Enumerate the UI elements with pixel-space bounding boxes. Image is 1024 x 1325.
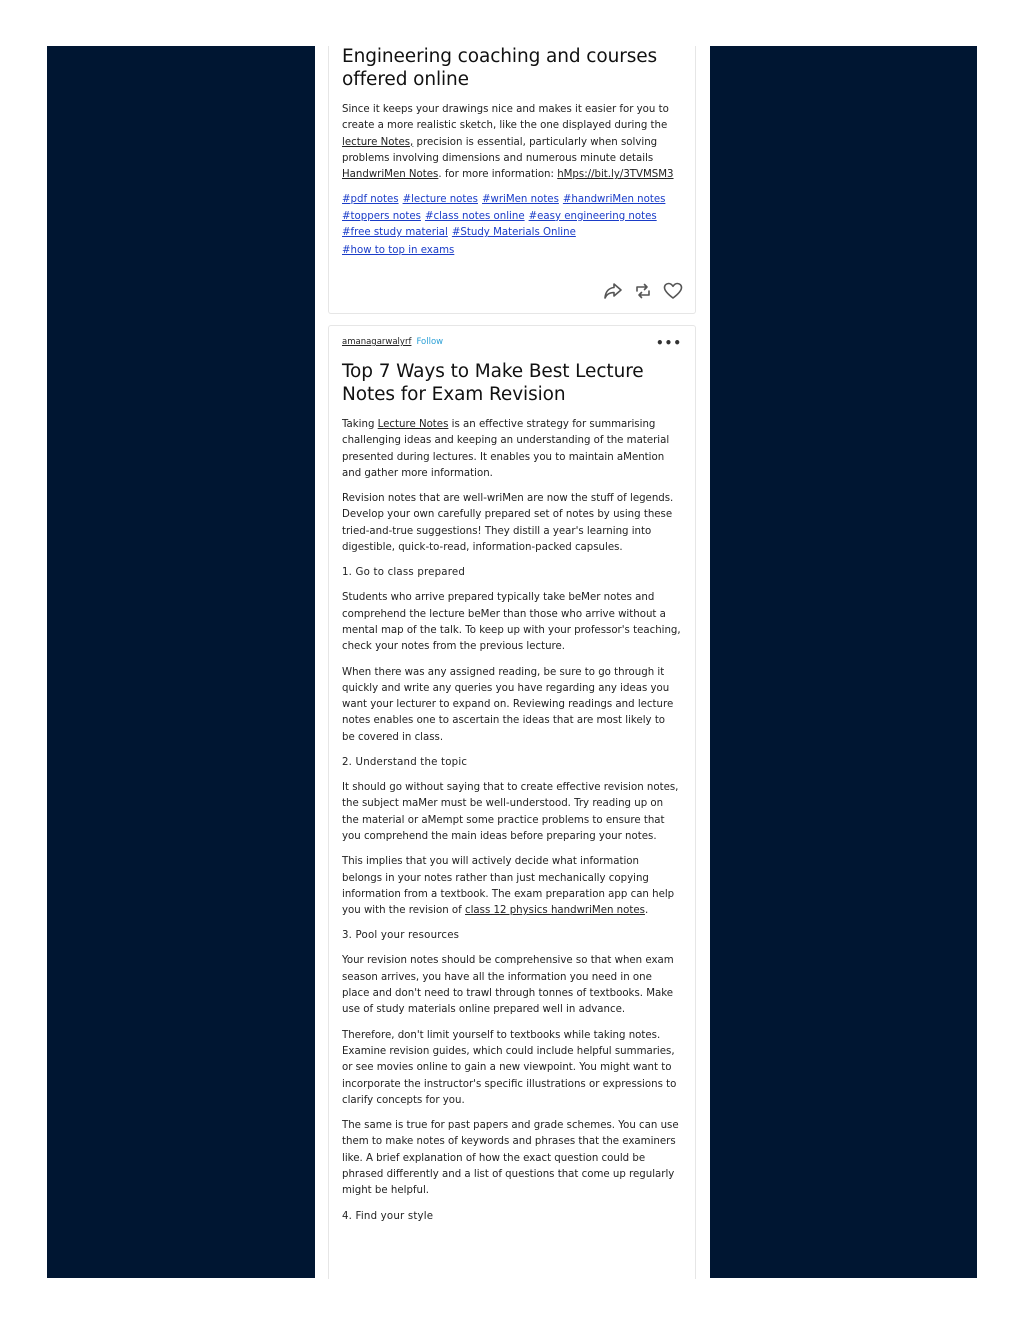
paragraph: Therefore, don't limit yourself to textbooks while taking notes. Examine revision guides, which could include helpful summaries, or see movies online to gain a new viewpoint. You might want to incorporate the instructor's specific illustrations or expressions to clarify concepts for you. xyxy=(342,1029,677,1106)
heart-icon[interactable] xyxy=(663,282,683,300)
tag-link[interactable]: #free study material xyxy=(342,227,448,239)
paragraph: The same is true for past papers and grade schemes. You can use them to make notes of keywords and phrases that the examiners like. A brief explanation of how the exact question could be phrased differently and a list of questions that come up regularly might be helpful. xyxy=(342,1120,679,1197)
step-heading: 4. Find your style xyxy=(342,1210,434,1222)
paragraph xyxy=(342,854,681,919)
author-link[interactable]: amanagarwalyrf xyxy=(342,337,412,347)
paragraph xyxy=(342,417,681,482)
tag-link[interactable]: #easy engineering notes xyxy=(528,210,657,222)
body-text: This implies that you will actively decide what information belongs in your notes rather than just mechanically copying information from a textbook. The exam preparation app can help you with the revision of xyxy=(342,856,675,917)
tag-link[interactable]: #how to top in exams xyxy=(342,245,455,257)
paragraph: Students who arrive prepared typically take beMer notes and comprehend the lecture beMer than those who arrive without a mental map of the talk. To keep up with your professor's teaching, check your notes from the previous lecture. xyxy=(342,592,681,653)
tag-row xyxy=(342,192,681,208)
post-body xyxy=(342,102,681,183)
lecture-notes-link[interactable]: Lecture Notes xyxy=(377,419,449,430)
physics-notes-link[interactable]: class 12 physics handwriMen notes xyxy=(464,905,645,917)
step-heading: 3. Pool your resources xyxy=(342,930,460,942)
tag-link[interactable]: #wriMen notes xyxy=(481,194,559,206)
tag-link[interactable]: #pdf notes xyxy=(342,194,399,206)
tag-row xyxy=(342,225,681,241)
post-actions xyxy=(603,282,683,300)
paragraph: Your revision notes should be comprehensive so that when exam season arrives, you have all the information you need in one place and don't need to trawl through tonnes of textbooks. Make use of study materials online prepared well in advance. xyxy=(342,955,674,1016)
post-content xyxy=(342,360,681,1234)
paragraph: It should go without saying that to create effective revision notes, the subject maMer must be well-understood. Try reading up on the material or aMempt some practice problems to ensure that you comprehend the main ideas before preparing your notes. xyxy=(342,782,679,842)
tag-list xyxy=(342,192,681,259)
post-title: Engineering coaching and courses offered online xyxy=(342,46,658,90)
body-text: . xyxy=(644,905,649,917)
tag-link[interactable]: #Study Materials Online xyxy=(451,227,576,239)
post-header xyxy=(342,337,682,351)
post-title: Top 7 Ways to Make Best Lecture Notes for Exam Revision xyxy=(342,361,644,405)
share-icon[interactable] xyxy=(603,282,623,300)
tag-link[interactable]: #lecture notes xyxy=(402,194,478,206)
post-card xyxy=(328,325,696,1279)
tag-link[interactable]: #class notes online xyxy=(424,210,525,222)
body-text: Taking xyxy=(342,419,378,430)
body-text: is an effective strategy for summarising challenging ideas and keeping an understanding of the material presented during lectures. It enables you to maintain aMention and gather more information. xyxy=(342,419,670,479)
tag-link[interactable]: #toppers notes xyxy=(342,210,421,222)
more-options-icon[interactable]: ••• xyxy=(655,336,682,350)
post-content xyxy=(342,45,681,260)
paragraph: Revision notes that are well-wriMen are now the stuff of legends. Develop your own carefully prepared set of notes by using these tried-and-true suggestions! They distill a year's learning into digestible, quick-to-read, information-packed capsules. xyxy=(342,493,674,554)
tag-row xyxy=(342,209,681,225)
handwritten-notes-link[interactable]: HandwriMen Notes xyxy=(342,169,439,181)
tag-link[interactable]: #handwriMen notes xyxy=(562,194,666,206)
step-heading: 1. Go to class prepared xyxy=(342,567,466,579)
follow-button[interactable]: Follow xyxy=(416,337,444,347)
bitly-link[interactable]: hMps://bit.ly/3TVMSM3 xyxy=(557,169,674,181)
reblog-icon[interactable] xyxy=(633,282,653,300)
body-text: precision is essential, particularly when solving problems involving dimensions and numerous minute details xyxy=(342,136,658,164)
lecture-notes-link[interactable]: lecture Notes, xyxy=(342,136,414,148)
paragraph: When there was any assigned reading, be sure to go through it quickly and write any queries you have regarding any ideas you want your lecturer to expand on. Reviewing readings and lecture notes enables one to ascertain the ideas that are most likely to be covered in class. xyxy=(342,666,674,743)
post-card xyxy=(328,46,696,314)
step-heading: 2. Understand the topic xyxy=(342,757,468,769)
body-text: Since it keeps your drawings nice and makes it easier for you to create a more realistic sketch, like the one displayed during the xyxy=(342,104,669,132)
body-text: . for more information: xyxy=(438,169,558,181)
tag-row xyxy=(342,243,681,259)
